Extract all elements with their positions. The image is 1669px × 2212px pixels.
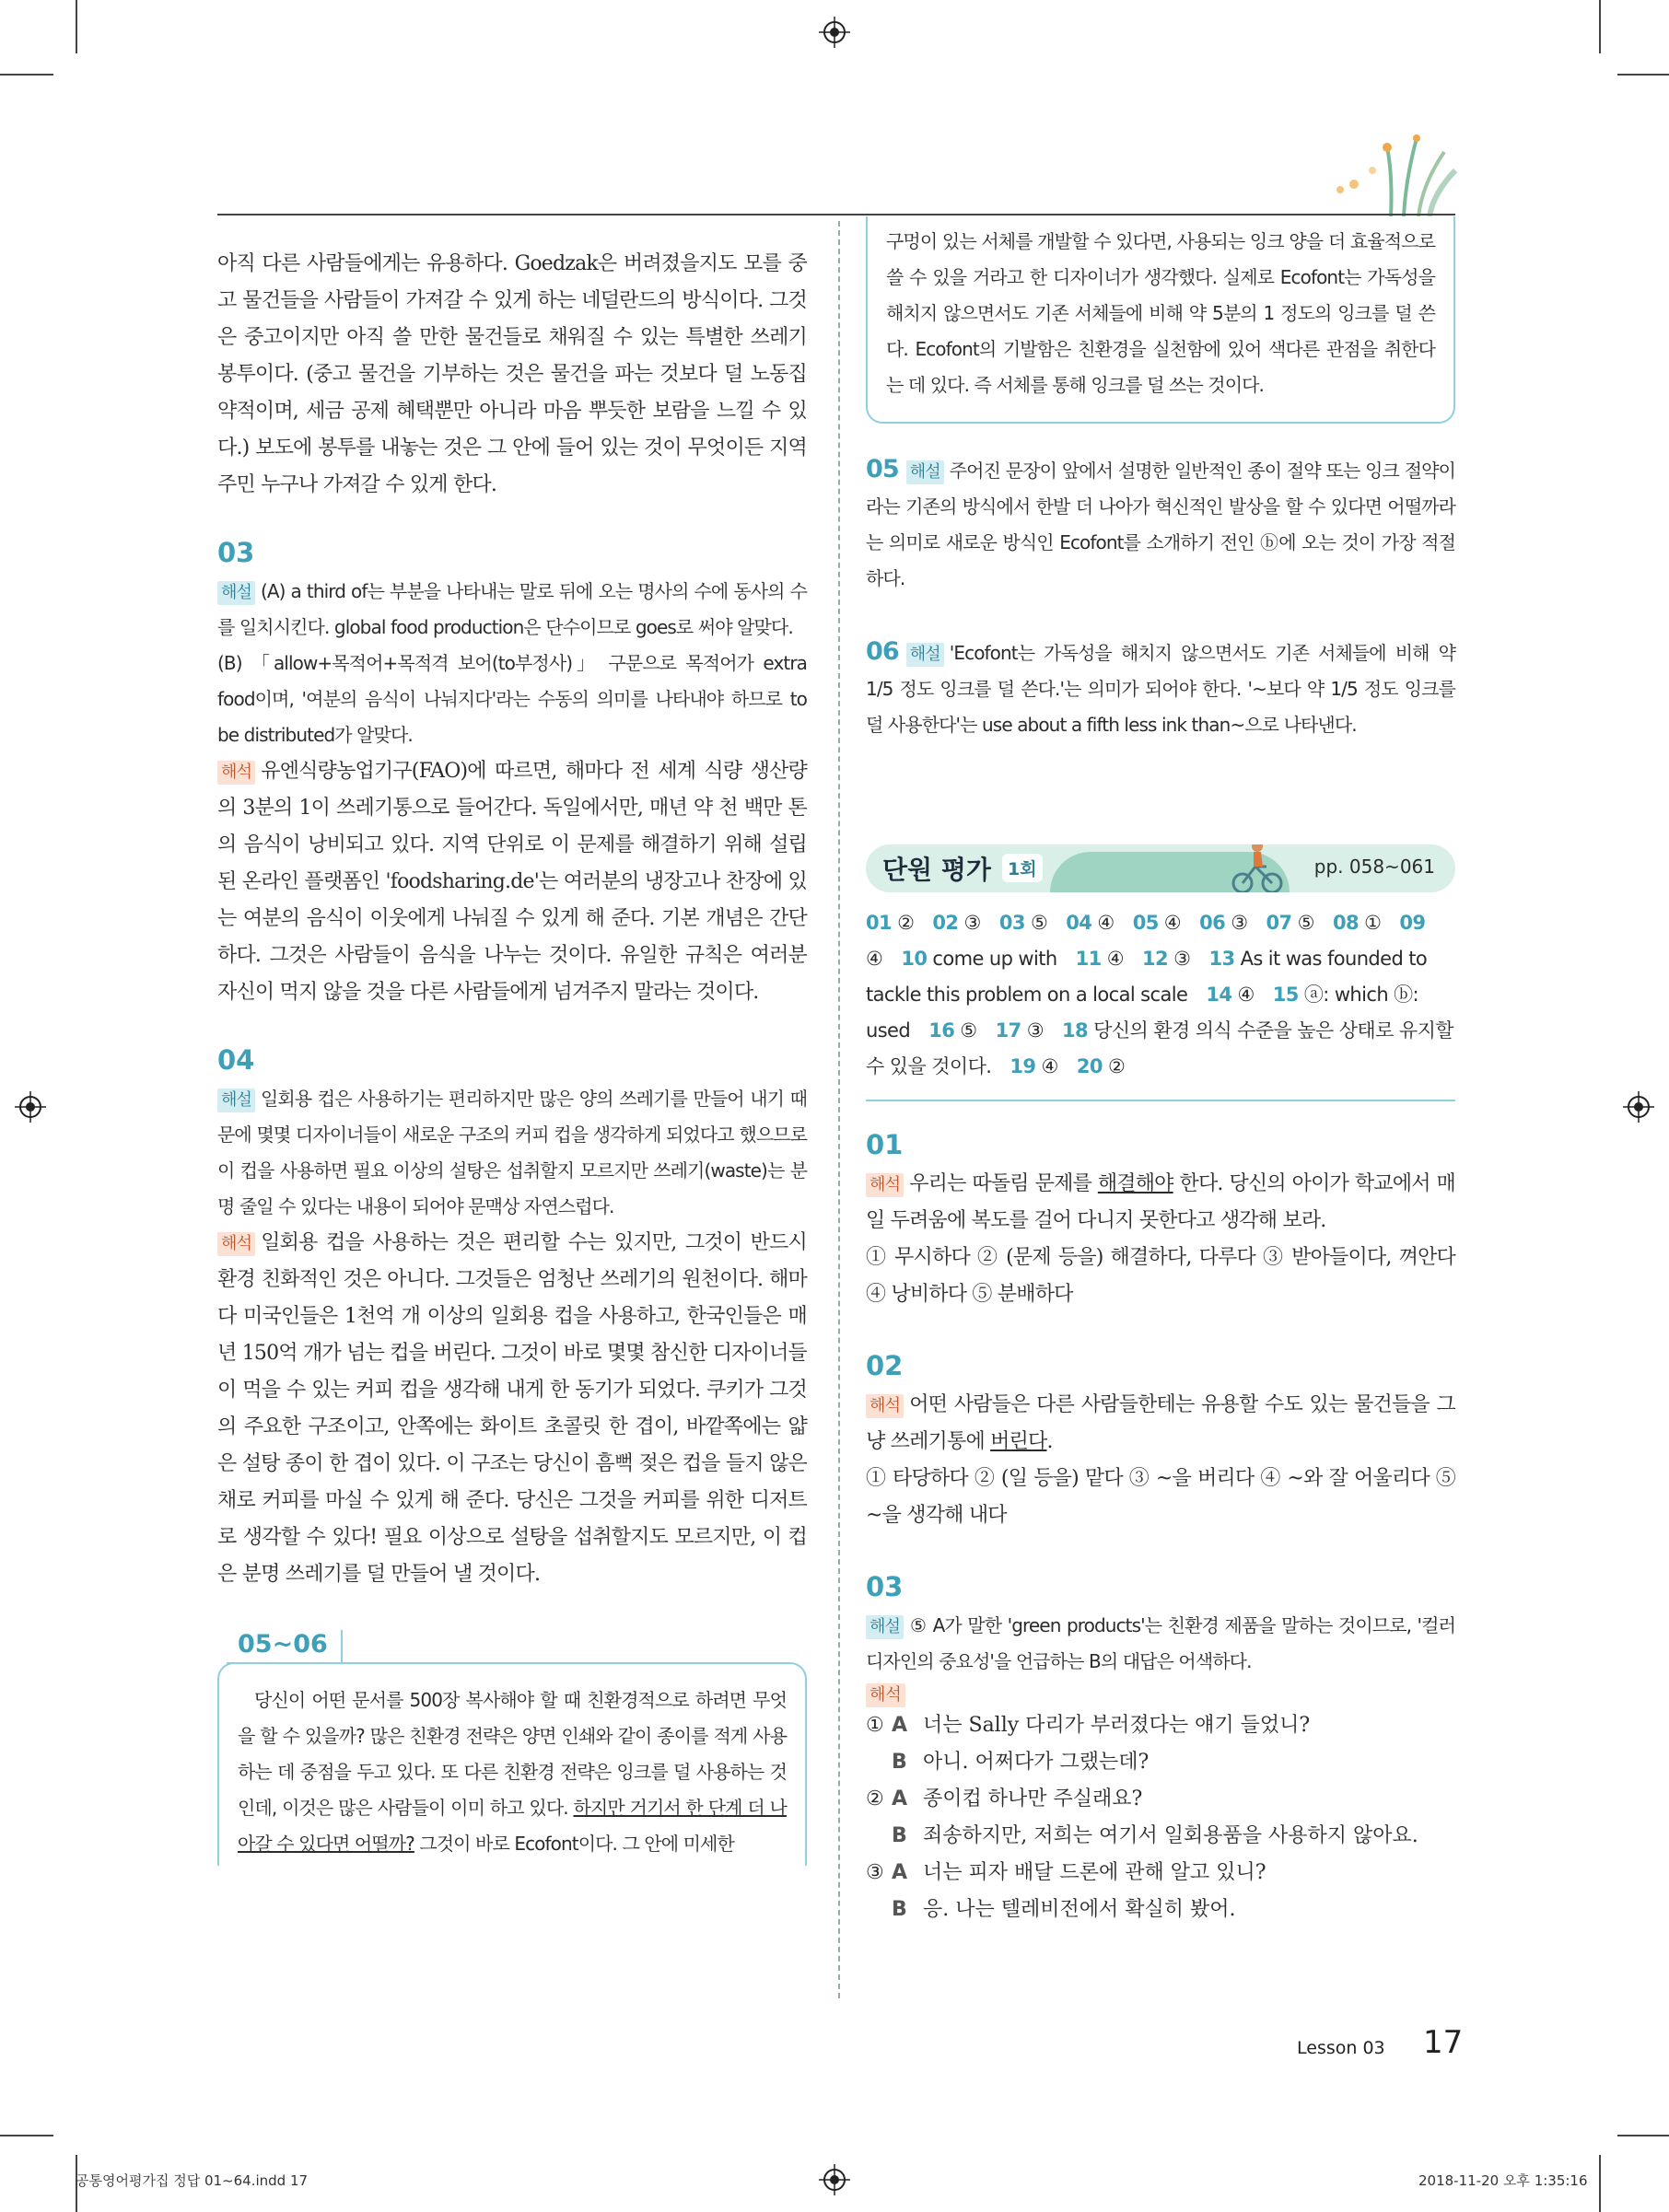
haeseol-tag: 해설 [906,460,944,484]
review-text-a: 어떤 사람들은 다른 사람들한테는 유용할 수도 있는 물건들을 그냥 쓰레기통에 [866,1393,1455,1453]
review-number-01: 01 [866,1129,904,1160]
crop-mark [1617,2135,1669,2136]
answer-item [866,912,914,934]
dialog-speaker: B [892,1898,907,1921]
dialog-line [866,1855,1455,1892]
haeseok-tag: 해석 [866,1394,904,1418]
answer-number: 03 [998,912,1025,934]
review-02-choices: ① 타당하다 ② (일 등을) 맡다 ③ ~을 버리다 ④ ~와 잘 어울리다 ⑤ ~을 생각해 내다 [866,1467,1455,1527]
answer-value: ④ [1041,1055,1058,1077]
answer-item [932,912,980,934]
answer-number: 04 [1066,912,1092,934]
review-text-b: . [1046,1430,1053,1453]
unit-test-pages: pp. 058~061 [1313,856,1435,878]
haeseol-03-b: (B) 「allow+목적어+목적격 보어(to부정사)」 구문으로 목적어가 extra food이며, '여분의 음식이 나눠지다'라는 수동의 의미를 나타내야 하므로 to be distributed가 알맞다. [217,652,807,746]
answer-value: ④ [1097,912,1115,934]
answer-item [1133,912,1181,934]
review-03-text: ⑤ A가 말한 'green products'는 친환경 제품을 말하는 것이므로, '컬러 디자인의 중요성'을 언급하는 B의 대답은 어색하다. [866,1614,1455,1672]
answer-value: ③ [963,912,981,934]
haeseol-tag: 해설 [906,643,944,667]
answer-item [1010,1055,1057,1077]
dialog-option-number: ② [866,1787,884,1810]
unit-test-round: 1회 [1002,854,1043,882]
explanation-text: 주어진 문장이 앞에서 설명한 일반적인 종이 절약 또는 잉크 절약이라는 기존의 방식에서 한발 더 나아가 혁신적인 발상을 할 수 있다면 어떨까라는 의미로 새로운 방식인 Ecofont를 소개하기 전인 ⓑ에 오는 것이 가장 적절하다. [866,460,1455,589]
review-text-a: 우리는 따돌림 문제를 [909,1172,1098,1195]
passage-text [238,1682,787,1862]
unit-test-banner [866,844,1455,892]
page-number: 17 [1423,2024,1464,2061]
answer-number: 09 [1399,912,1426,934]
dialog-text: 너는 Sally 다리가 부러졌다는 얘기 들었니? [923,1714,1311,1737]
passage-box-header [217,1630,807,1664]
crop-mark [1617,74,1669,76]
haeseol-04 [217,1081,807,1225]
haeseok-text: 일회용 컵을 사용하는 것은 편리할 수는 있지만, 그것이 반드시 환경 친화적인 것은 아니다. 그것들은 엄청난 쓰레기의 원천이다. 해마다 미국인들은 1천억 개 이상의 일회용 컵을 사용하고, 한국인들은 매년 150억 개가 넘는 컵을 버린다. 그것이 바로 몇몇 참신한 디자이너들이 먹을 수 있는 커피 컵을 생각해 내게 한 동기가 되었다. 쿠키가 그것의 주요한 구조이고, 안쪽에는 화이트 초콜릿 한 겹이, 바깥쪽에는 얇은 설탕 종이 한 겹이 있다. 이 구조는 당신이 흠뻑 젖은 컵을 들지 않은 채로 커피를 마실 수 있게 해 준다. 당신은 그것을 커피를 위한 디저트로 생각할 수 있다! 필요 이상으로 설탕을 섭취할지도 모르지만, 이 컵은 분명 쓰레기를 덜 만들어 낼 것이다. [217,1231,807,1586]
question-number-06: 06 [866,637,899,666]
answer-value: ⑤ [1297,912,1314,934]
answer-item [1066,912,1114,934]
answer-value: ④ [1237,984,1255,1006]
crop-mark [1599,2155,1601,2212]
answer-number: 10 [901,948,928,970]
question-number-03: 03 [217,537,255,568]
answer-number: 06 [1199,912,1226,934]
answer-value: ④ [866,948,883,970]
answer-number: 08 [1332,912,1359,934]
answer-item [1199,912,1247,934]
answer-value: ② [1107,1055,1126,1077]
answer-number: 20 [1076,1055,1103,1077]
answer-value: ④ [1106,948,1124,970]
passage-box-continued [866,216,1455,424]
review-03-haeseok-row [866,1683,1455,1707]
answer-value: As it was founded to tackle this problem on a local scale [866,948,1428,1006]
haeseol-tag: 해설 [217,1089,255,1112]
review-underlined: 해결해야 [1097,1172,1173,1195]
answer-number: 12 [1142,948,1169,970]
crop-mark [1599,0,1601,53]
review-text-b: 한다. 당신의 아이가 학교에서 매일 두려움에 복도를 걸어 다니지 못한다고 생각해 보라. [866,1172,1455,1232]
answer-value: ② [897,912,915,934]
answer-item [901,948,1056,970]
answer-value: ⓐ: which ⓑ: used [866,984,1418,1042]
question-number-04: 04 [217,1044,255,1076]
answer-item [999,912,1047,934]
answer-number: 01 [866,912,893,934]
column-divider [838,221,840,1998]
footer-lesson: Lesson 03 [1297,2038,1385,2058]
dialog-line [866,1707,1455,1744]
left-column [217,216,807,1866]
answer-item [1266,912,1314,934]
dialog-speaker: A [892,1861,908,1884]
answer-item [1077,1055,1125,1077]
review-number-02: 02 [866,1350,904,1381]
dialog-option-number: ③ [866,1861,884,1884]
haeseok-text: 유엔식량농업기구(FAO)에 따르면, 해마다 전 세계 식량 생산량의 3분의 1이 쓰레기통으로 들어간다. 독일에서만, 매년 약 천 백만 톤의 음식이 낭비되고 있다. 지역 단위로 이 문제를 해결하기 위해 설립된 온라인 플랫폼인 'foodsharing.de'는 여러분의 냉장고나 찬장에 있는 여분의 음식이 이웃에게 나눠질 수 있게 해 준다. 기본 개념은 간단하다. 그것은 사람들이 음식을 나누는 것이다. 유일한 규칙은 여러분 자신이 먹지 않을 것을 다른 사람들에게 넘겨주지 말라는 것이다. [217,760,807,1004]
answer-number: 17 [995,1019,1021,1042]
passage-box [217,1662,807,1866]
dialog-list [866,1707,1455,1928]
haeseol-tag: 해설 [217,581,255,605]
answer-value: 당신의 환경 의식 수준을 높은 상태로 유지할 수 있을 것이다. [866,1019,1453,1077]
answer-item [1333,912,1381,934]
review-01-choices: ① 무시하다 ② (문제 등을) 해결하다, 다루다 ③ 받아들이다, 껴안다 ④ 낭비하다 ⑤ 분배하다 [866,1246,1455,1306]
unit-test-title: 단원 평가 [882,855,991,885]
review-03-haeseol [866,1608,1455,1680]
explanation-06 [866,634,1455,743]
answer-value: ③ [1231,912,1248,934]
explanation-text: 'Ecofont는 가독성을 해치지 않으면서도 기존 서체들에 비해 약 1/5 정도 잉크를 덜 쓴다.'는 의미가 되어야 한다. '~보다 약 1/5 정도 잉크를 덜 사용한다'는 use about a fifth less ink than~으로 나타낸다. [866,642,1455,736]
dialog-line [866,1892,1455,1928]
haeseok-04 [217,1225,807,1593]
answer-number: 16 [928,1019,955,1042]
haeseok-03 [217,753,807,1011]
answer-item [928,1019,976,1042]
passage-text-b: 그것이 바로 Ecofont이다. 그 안에 미세한 [414,1833,734,1855]
date-slug: 2018-11-20 오후 1:35:16 [1418,2172,1588,2189]
dialog-speaker: B [892,1824,907,1847]
cyclist-icon [1230,844,1285,892]
answer-item [1206,984,1254,1006]
dialog-line [866,1781,1455,1818]
crop-mark [0,74,53,76]
dialog-text: 아니. 어쩌다가 그랬는데? [923,1751,1150,1774]
review-number-03: 03 [866,1571,904,1602]
haeseok-tag: 해석 [866,1173,904,1197]
dialog-speaker: A [892,1714,908,1737]
review-underlined: 버린다 [990,1430,1047,1453]
question-number-05: 05 [866,455,899,483]
haeseol-03-a [217,574,807,646]
answer-item [1142,948,1190,970]
dialog-line [866,1744,1455,1781]
dialog-speaker: B [892,1751,907,1774]
passage-underlined: 하지만 거기서 한 단계 더 나아갈 수 있다면 어떨까? [238,1797,787,1855]
review-02-text [866,1387,1455,1461]
haeseok-tag: 해석 [217,1232,255,1256]
plant-decoration-icon [1326,129,1465,216]
answer-value: ⑤ [960,1019,977,1042]
dialog-text: 종이컵 하나만 주실래요? [923,1787,1143,1810]
dialog-line [866,1818,1455,1855]
answer-number: 13 [1208,948,1235,970]
answer-value: ① [1364,912,1382,934]
passage-text-a: 당신이 어떤 문서를 500장 복사해야 할 때 친환경적으로 하려면 무엇을 할 수 있을까? 많은 친환경 전략은 양면 인쇄와 같이 종이를 적게 사용하는 데 중점을 두고 있다. 또 다른 친환경 전략은 잉크를 덜 사용하는 것인데, 이것은 많은 사람들이 이미 하고 있다. [238,1689,787,1819]
answer-key [866,905,1455,1085]
answer-item [1076,948,1124,970]
answer-number: 18 [1062,1019,1089,1042]
right-column [866,216,1455,1928]
registration-mark-icon [1623,1091,1654,1123]
answer-value: ④ [1163,912,1182,934]
answer-number: 15 [1272,984,1299,1006]
answer-value: ③ [1026,1019,1044,1042]
dialog-text: 너는 피자 배달 드론에 관해 알고 있니? [923,1861,1266,1884]
dialog-speaker: A [892,1787,908,1810]
registration-mark-icon [819,17,850,48]
answer-number: 11 [1075,948,1102,970]
haeseol-text: (A) a third of는 부분을 나타내는 말로 뒤에 오는 명사의 수에 동사의 수를 일치시킨다. global food production은 단수이므로 goes로 써야 알맞다. [217,580,807,638]
explanation-05 [866,451,1455,597]
haeseok-tag: 해석 [866,1683,905,1707]
answer-item [996,1019,1044,1042]
answer-number: 07 [1266,912,1292,934]
crop-mark [76,0,77,53]
answer-number: 19 [1010,1055,1036,1077]
registration-mark-icon [819,2164,850,2195]
header-rule [217,214,1455,215]
crop-mark [0,2135,53,2136]
answer-value: come up with [932,948,1057,970]
haeseol-text: 일회용 컵은 사용하기는 편리하지만 많은 양의 쓰레기를 만들어 내기 때문에 몇몇 디자이너들이 새로운 구조의 커피 컵을 생각하게 되었다고 했으므로 이 컵을 사용하면 필요 이상의 설탕은 섭취할지 모르지만 쓰레기(waste)는 분명 줄일 수 있다는 내용이 되어야 문맥상 자연스럽다. [217,1088,807,1217]
dialog-text: 죄송하지만, 저희는 여기서 일회용품을 사용하지 않아요. [923,1824,1418,1847]
answer-value: ③ [1173,948,1191,970]
answer-number: 05 [1132,912,1159,934]
passage-box-label: 05~06 [227,1630,343,1664]
dialog-text: 응. 나는 텔레비전에서 확실히 봤어. [923,1898,1236,1921]
file-slug: 공통영어평가집 정답 01~64.indd 17 [76,2172,309,2189]
dialog-option-number: ① [866,1714,884,1737]
passage-continued-text: 구멍이 있는 서체를 개발할 수 있다면, 사용되는 잉크 양을 더 효율적으로 쓸 수 있을 거라고 한 디자이너가 생각했다. 실제로 Ecofont는 가독성을 해치지 않으면서도 기존 서체들에 비해 약 5분의 1 정도의 잉크를 덜 쓴다. Ecofont의 기발함은 친환경을 실천함에 있어 색다른 관점을 취한다는 데 있다. 즉 서체를 통해 잉크를 덜 쓰는 것이다. [886,230,1435,396]
answer-number: 14 [1206,984,1232,1006]
answer-number: 02 [932,912,959,934]
registration-mark-icon [15,1091,46,1123]
answer-value: ⑤ [1030,912,1048,934]
review-01-text [866,1166,1455,1240]
intro-paragraph: 아직 다른 사람들에게는 유용하다. Goedzak은 버려졌을지도 모를 중고 물건들을 사람들이 가져갈 수 있게 하는 네덜란드의 방식이다. 그것은 중고이지만 아직 쓸 만한 물건들로 채워질 수 있는 특별한 쓰레기 봉투이다. (중고 물건을 기부하는 것은 물건을 파는 것보다 덜 노동집약적이며, 세금 공제 혜택뿐만 아니라 마음 뿌듯한 보람을 느낄 수 있다.) 보도에 봉투를 내놓는 것은 그 안에 들어 있는 것이 무엇이든 지역 주민 누구나 가져갈 수 있게 한다. [217,252,807,496]
haeseok-tag: 해석 [217,761,255,785]
answer-key-rule [866,1100,1455,1101]
haeseol-tag: 해설 [866,1615,904,1639]
